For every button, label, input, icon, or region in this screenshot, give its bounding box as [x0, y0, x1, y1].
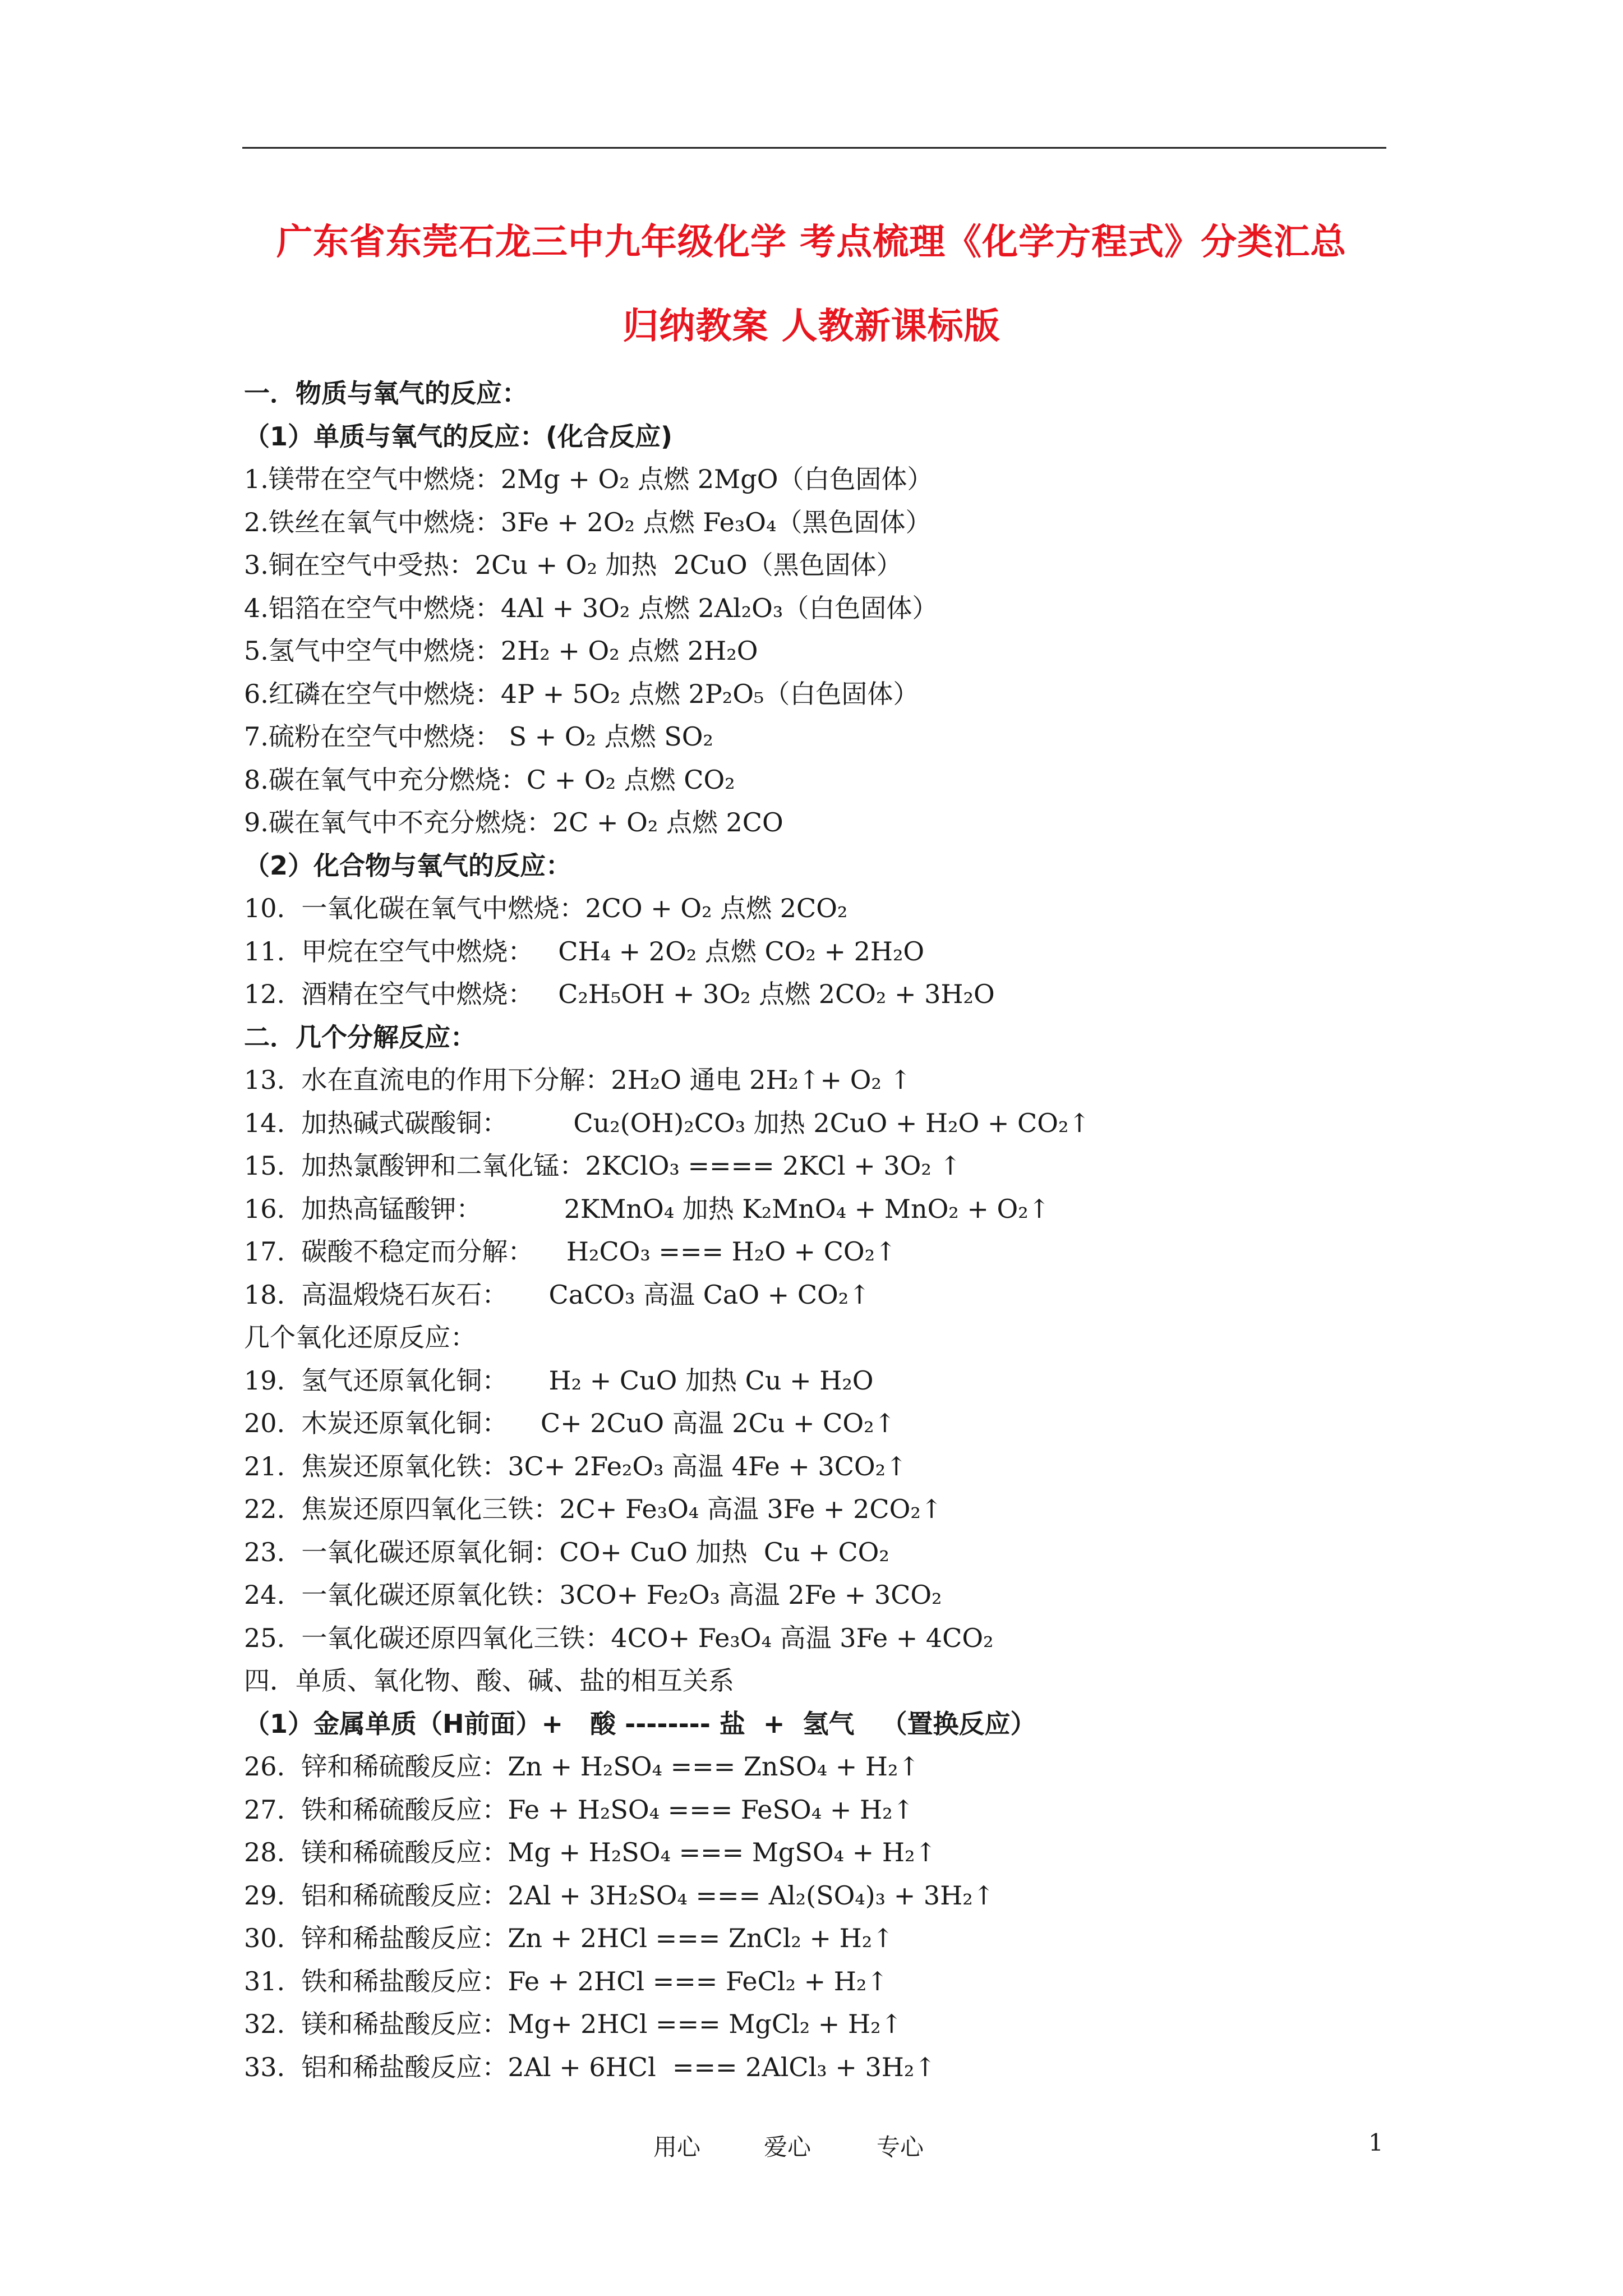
equation-line: 8.碳在氧气中充分燃烧：C + O₂ 点燃 CO₂ — [244, 764, 735, 795]
equation-line: 31. 铁和稀盐酸反应：Fe + 2HCl === FeCl₂ + H₂↑ — [244, 1966, 888, 1996]
section-heading: 一．物质与氧气的反应： — [244, 378, 528, 408]
equation-line: 28. 镁和稀硫酸反应：Mg + H₂SO₄ === MgSO₄ + H₂↑ — [244, 1837, 937, 1867]
equation-line: 12. 酒精在空气中燃烧： C₂H₅OH + 3O₂ 点燃 2CO₂ + 3H₂O — [244, 979, 995, 1009]
equation-line: 27. 铁和稀硫酸反应：Fe + H₂SO₄ === FeSO₄ + H₂↑ — [244, 1794, 915, 1825]
section-heading: 二．几个分解反应： — [244, 1022, 476, 1052]
footer-word-2: 爱心 — [764, 2133, 811, 2161]
equation-line: 33. 铝和稀盐酸反应：2Al + 6HCl === 2AlCl₃ + 3H₂↑ — [244, 2051, 936, 2082]
equation-line: 22. 焦炭还原四氧化三铁：2C+ Fe₃O₄ 高温 3Fe + 2CO₂↑ — [244, 1494, 943, 1524]
equation-line: 5.氢气中空气中燃烧：2H₂ + O₂ 点燃 2H₂O — [244, 636, 758, 666]
equation-line: 24. 一氧化碳还原氧化铁：3CO+ Fe₂O₃ 高温 2Fe + 3CO₂ — [244, 1580, 942, 1610]
document-title-line-2: 归纳教案 人教新课标版 — [623, 306, 1000, 347]
equation-line: 18. 高温煅烧石灰石： CaCO₃ 高温 CaO + CO₂↑ — [244, 1279, 870, 1310]
equation-list — [244, 372, 1388, 2088]
header-rule — [242, 147, 1386, 149]
equation-line: 32. 镁和稀盐酸反应：Mg+ 2HCl === MgCl₂ + H₂↑ — [244, 2009, 903, 2039]
equation-line: 16. 加热高锰酸钾： 2KMnO₄ 加热 K₂MnO₄ + MnO₂ + O₂↑ — [244, 1193, 1050, 1224]
equation-line: 30. 锌和稀盐酸反应：Zn + 2HCl === ZnCl₂ + H₂↑ — [244, 1923, 894, 1953]
equation-line: 1.镁带在空气中燃烧：2Mg + O₂ 点燃 2MgO（白色固体） — [244, 464, 933, 494]
equation-line: 2.铁丝在氧气中燃烧：3Fe + 2O₂ 点燃 Fe₃O₄（黑色固体） — [244, 507, 932, 537]
equation-line: 21. 焦炭还原氧化铁：3C+ 2Fe₂O₃ 高温 4Fe + 3CO₂↑ — [244, 1451, 907, 1481]
equation-line: 23. 一氧化碳还原氧化铜：CO+ CuO 加热 Cu + CO₂ — [244, 1536, 889, 1567]
footer-word-3: 专心 — [877, 2133, 924, 2161]
footer-word-1: 用心 — [653, 2133, 701, 2161]
equation-line: 19. 氢气还原氧化铜： H₂ + CuO 加热 Cu + H₂O — [244, 1365, 874, 1396]
document-title-line-1: 广东省东莞石龙三中九年级化学 考点梳理《化学方程式》分类汇总 — [276, 222, 1347, 263]
equation-line: 4.铝箔在空气中燃烧：4Al + 3O₂ 点燃 2Al₂O₃（白色固体） — [244, 592, 938, 623]
section-heading: （1）单质与氧气的反应：(化合反应) — [244, 421, 673, 452]
equation-line: 9.碳在氧气中不充分燃烧：2C + O₂ 点燃 2CO — [244, 807, 783, 838]
page-number: 1 — [1368, 2129, 1384, 2156]
equation-line: 10. 一氧化碳在氧气中燃烧：2CO + O₂ 点燃 2CO₂ — [244, 893, 848, 923]
equation-line: 15. 加热氯酸钾和二氧化锰：2KClO₃ ==== 2KCl + 3O₂ ↑ — [244, 1151, 961, 1181]
equation-line: 7.硫粉在空气中燃烧： S + O₂ 点燃 SO₂ — [244, 721, 713, 752]
section-label: 四．单质、氧化物、酸、碱、盐的相互关系 — [244, 1665, 734, 1696]
equation-line: 13. 水在直流电的作用下分解：2H₂O 通电 2H₂↑+ O₂ ↑ — [244, 1065, 912, 1095]
equation-line: 17. 碳酸不稳定而分解： H₂CO₃ === H₂O + CO₂↑ — [244, 1236, 897, 1267]
section-heading: （1）金属单质（H前面）+ 酸 -------- 盐 + 氢气 （置换反应） — [244, 1708, 1036, 1739]
equation-line: 6.红磷在空气中燃烧：4P + 5O₂ 点燃 2P₂O₅（白色固体） — [244, 678, 919, 709]
equation-line: 29. 铝和稀硫酸反应：2Al + 3H₂SO₄ === Al₂(SO₄)₃ + 3H₂↑ — [244, 1880, 995, 1911]
section-heading: （2）化合物与氧气的反应： — [244, 850, 572, 881]
equation-line: 14. 加热碱式碳酸铜： Cu₂(OH)₂CO₃ 加热 2CuO + H₂O + CO₂↑ — [244, 1107, 1090, 1138]
equation-line: 11. 甲烷在空气中燃烧： CH₄ + 2O₂ 点燃 CO₂ + 2H₂O — [244, 936, 925, 967]
equation-line: 20. 木炭还原氧化铜： C+ 2CuO 高温 2Cu + CO₂↑ — [244, 1408, 896, 1438]
equation-line: 3.铜在空气中受热：2Cu + O₂ 加热 2CuO（黑色固体） — [244, 550, 902, 580]
equation-line: 25. 一氧化碳还原四氧化三铁：4CO+ Fe₃O₄ 高温 3Fe + 4CO₂ — [244, 1622, 994, 1653]
section-label: 几个氧化还原反应： — [244, 1322, 476, 1352]
equation-line: 26. 锌和稀硫酸反应：Zn + H₂SO₄ === ZnSO₄ + H₂↑ — [244, 1751, 920, 1782]
